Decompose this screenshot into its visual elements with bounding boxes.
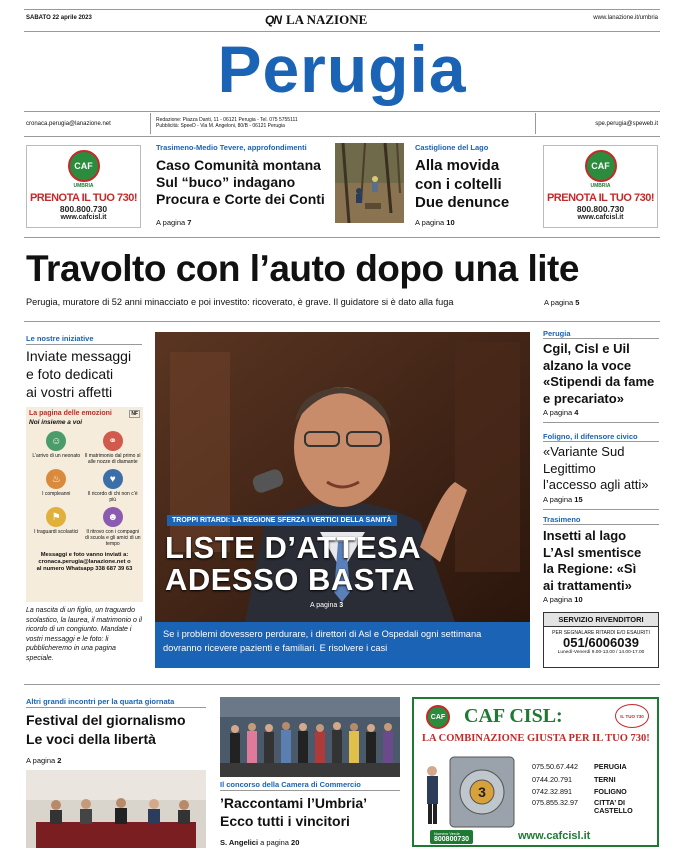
lead-headline[interactable]: Travolto con l’auto dopo una lite <box>26 248 579 289</box>
main-kicker: TROPPI RITARDI: LA REGIONE SFERZA I VERTICI DELLA SANITÀ <box>167 515 397 526</box>
graduation-icon: ⚑ <box>46 507 66 527</box>
caf-ad-right[interactable] <box>543 145 658 228</box>
caf-phone: 800.800.730 <box>59 204 108 214</box>
story1-page: A pagina 4 <box>543 408 579 417</box>
caf-phone: 800.800.730 <box>576 204 625 214</box>
caf-web: www.cafcisl.it <box>577 214 624 221</box>
caf-region: UMBRIA <box>590 183 611 189</box>
caf-logo-icon: CAF <box>585 150 617 182</box>
story2-headline[interactable]: «Variante Sud Legittimo l’accesso agli atti» <box>543 444 649 492</box>
caf-bottom-web[interactable]: www.cafcisl.it <box>518 830 591 842</box>
email-left[interactable]: cronaca.perugia@lanazione.net <box>26 121 111 127</box>
story1-headline[interactable]: Cgil, Cisl e Uil alzano la voce «Stipendi da fame e precariato» <box>543 341 655 406</box>
service-phone[interactable]: 051/6006039 <box>563 635 639 650</box>
story1-section: Perugia <box>543 329 571 338</box>
city-title: Perugia <box>217 32 467 106</box>
story3-section: Trasimeno <box>543 515 581 524</box>
caf-prenota: PRENOTA IL TUO 730! <box>29 192 138 204</box>
story2-section: Foligno, il difensore civico <box>543 432 638 441</box>
cake-icon: ♨ <box>46 469 66 489</box>
lead-subtitle: Perugia, muratore di 52 anni minacciato e poi investito: ricoverato, è grave. Il guidatore si è dato alla fuga <box>26 297 454 307</box>
caf-phone-row[interactable]: 0742.32.891 FOLIGNO <box>532 787 627 796</box>
emotion-item: ♨ I compleanni <box>28 469 85 503</box>
brand-name: LA NAZIONE <box>286 12 368 27</box>
contest-photo <box>220 697 400 777</box>
bottom-left-section: Altri grandi incontri per la quarta giornata <box>26 697 175 706</box>
caf-bottom-tagline: LA COMBINAZIONE GIUSTA PER IL TUO 730! <box>422 733 650 744</box>
email-right[interactable]: spe.perugia@speweb.it <box>595 121 658 127</box>
initiatives-section: Le nostre iniziative <box>26 334 94 343</box>
emotion-item: ☺ L’arrivo di un neonato <box>28 431 85 465</box>
main-headline[interactable]: LISTE D’ATTESA ADESSO BASTA <box>165 530 422 597</box>
bottom-left-headline[interactable]: Festival del giornalismo Le voci della libertà <box>26 712 186 747</box>
caf-phone-list <box>532 761 657 815</box>
story3-page: A pagina 10 <box>543 595 583 604</box>
story3-headline[interactable]: Insetti al lago L’Asl smentisce la Regione: «Sì ai trattamenti» <box>543 528 642 593</box>
top-left-page: A pagina 7 <box>156 218 192 227</box>
service-title: SERVIZIO RIVENDITORI <box>544 613 658 627</box>
issue-date: SABATO 22 aprile 2023 <box>26 15 92 21</box>
pubblicita-line: Pubblicità: SpeeD - Via M. Angeloni, 80/B - 06121 Perugia <box>156 123 285 129</box>
main-photo[interactable] <box>155 332 530 622</box>
top-left-headline[interactable]: Caso Comunità montana Sul “buco” indagano Procura e Corte dei Conti <box>156 157 325 207</box>
lead-page: A pagina 5 <box>544 298 580 307</box>
svg-text:3: 3 <box>478 784 486 800</box>
bottom-mid-section: Il concorso della Camera di Commercio <box>220 780 361 789</box>
caf-prenota: PRENOTA IL TUO 730! <box>546 192 655 204</box>
emotions-box-title: La pagina delle emozioni <box>29 410 112 417</box>
service-line: PER SEGNALARE RITARDI E/O ESAURITI <box>552 630 650 636</box>
masthead-brand[interactable] <box>265 12 367 28</box>
story2-page: A pagina 15 <box>543 495 583 504</box>
service-box[interactable] <box>543 612 659 668</box>
redazione-line: Redazione: Piazza Danti, 11 - 06121 Perugia - Tel. 075 5755111 <box>156 117 298 123</box>
initiatives-body: La nascita di un figlio, un traguardo scolastico, la laurea, il matrimonio o il ricordo di un congiunto. Mandate i vostri messaggi e le foto: li pubblicheremo in una pagina speciale. <box>26 607 142 662</box>
caf-region: UMBRIA <box>73 183 94 189</box>
initiatives-headline[interactable]: Inviate messaggi e foto dedicati ai vostri affetti <box>26 348 132 400</box>
top-left-section: Trasimeno-Medio Tevere, approfondimenti <box>156 143 307 152</box>
bottom-mid-byline: S. Angelici a pagina 20 <box>220 838 300 847</box>
top-right-page: A pagina 10 <box>415 218 455 227</box>
top-right-headline[interactable]: Alla movida con i coltelli Due denunce <box>415 157 510 211</box>
qn-logo: QN <box>265 13 281 27</box>
caf-phone-row[interactable]: 075.855.32.97 CITTA’ DI CASTELLO <box>532 797 633 815</box>
emotions-box-subtitle: Noi insieme a voi <box>29 419 83 426</box>
caf-ad-left[interactable] <box>26 145 141 228</box>
bottom-left-page: A pagina 2 <box>26 756 62 765</box>
caf-phone-row[interactable]: 075.50.67.442 PERUGIA <box>532 762 627 771</box>
safe-illustration <box>422 751 522 837</box>
festival-photo <box>26 770 206 848</box>
caf-logo-icon: CAF <box>68 150 100 182</box>
emotion-item: ⚑ I traguardi scolastici <box>28 507 85 547</box>
stamp-badge: IL TUO 730 <box>615 704 649 728</box>
main-standfirst: Se i problemi dovessero perdurare, i direttori di Asl e Ospedali ogni settimana dovranno ricevere pazienti e familiari. E risolvere i casi <box>155 622 530 668</box>
site-url[interactable]: www.lanazione.it/umbria <box>593 15 658 21</box>
caf-web: www.cafcisl.it <box>60 214 107 221</box>
send-instructions: Messaggi e foto vanno inviati a: cronaca.perugia@lanazione.net o al numero Whatsapp 338 687 39 63 <box>36 552 133 572</box>
main-page: A pagina 3 <box>310 602 344 609</box>
caf-phone-row[interactable]: 0744.20.791 TERNI <box>532 774 616 784</box>
nf-badge: NF <box>131 411 138 417</box>
forest-photo <box>335 143 404 223</box>
caf-bottom-title: CAF CISL: <box>464 705 563 727</box>
emotion-item: ♥ Il ricordo di chi non c’è più <box>85 469 142 503</box>
people-icon: ☻ <box>103 507 123 527</box>
service-hours: Lunedì-Venerdì 9.00-13.00 / 14.00-17.00 <box>557 650 645 655</box>
emotions-box[interactable] <box>26 407 143 602</box>
emotion-item: ☻ Il ritrovo con i compagni di scuola e gli amici di un tempo <box>85 507 142 547</box>
top-right-section: Castiglione del Lago <box>415 143 489 152</box>
baby-icon: ☺ <box>46 431 66 451</box>
heart-icon: ♥ <box>103 469 123 489</box>
caf-logo-icon: CAF <box>426 705 450 729</box>
rings-icon: ⚭ <box>103 431 123 451</box>
caf-bottom-ad[interactable] <box>412 697 659 847</box>
bottom-mid-headline[interactable]: ’Raccontami l’Umbria’ Ecco tutti i vincitori <box>220 795 368 829</box>
emotion-item: ⚭ Il matrimonio dal primo sì alle nozze di diamante <box>85 431 142 465</box>
numero-verde-badge[interactable]: Numero Verde 800800730 <box>430 830 473 844</box>
